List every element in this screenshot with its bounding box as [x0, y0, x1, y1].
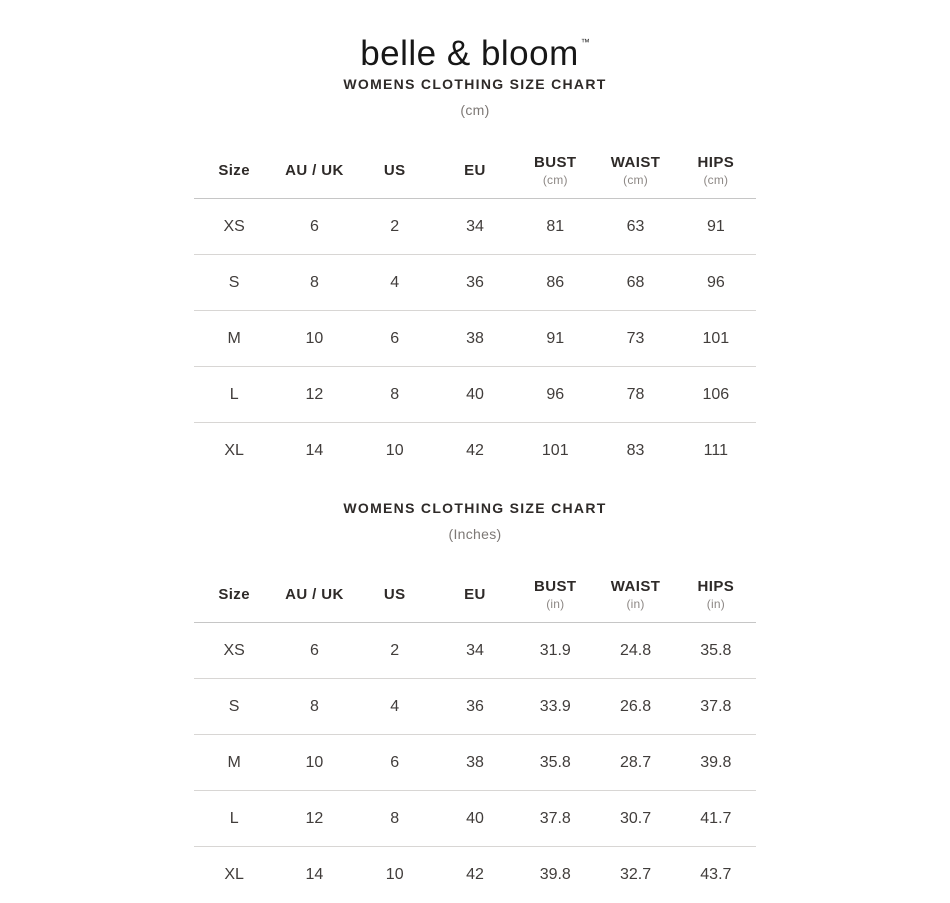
- value-cell: 42: [466, 865, 484, 883]
- size-cell: M: [194, 311, 274, 367]
- value-cell: 4: [355, 255, 435, 311]
- value-cell: 38: [435, 311, 515, 367]
- value-cell: 2: [355, 199, 435, 255]
- column-header-hips: [676, 566, 756, 623]
- table-row: [194, 847, 756, 903]
- value-cell: 96: [676, 255, 756, 311]
- size-cell: M: [194, 735, 274, 791]
- value-cell: 86: [515, 255, 595, 311]
- column-header-bust: [515, 142, 595, 199]
- column-header-label: AU / UK: [285, 585, 344, 603]
- value-cell: 10: [274, 311, 354, 367]
- value-cell: 101: [676, 311, 756, 367]
- value-cell: 35.8: [676, 623, 756, 679]
- value-cell: 12: [274, 367, 354, 423]
- table-row: [194, 623, 756, 679]
- value-cell: 8: [274, 255, 354, 311]
- value-cell: 38: [435, 735, 515, 791]
- value-cell: 35.8: [515, 735, 595, 791]
- size-table-cm: [194, 142, 756, 478]
- value-cell: 106: [676, 367, 756, 423]
- value-cell: 6: [274, 623, 354, 679]
- value-cell: 28.7: [595, 735, 675, 791]
- value-cell: 6: [355, 311, 435, 367]
- column-header-eu: [435, 566, 515, 623]
- column-header-us: [355, 142, 435, 199]
- value-cell: 24.8: [595, 623, 675, 679]
- value-cell: 36: [435, 679, 515, 735]
- column-header-label: AU / UK: [285, 161, 344, 179]
- brand-logo: [0, 24, 950, 72]
- value-cell: 40: [435, 791, 515, 847]
- header-row: [194, 566, 756, 623]
- column-header-au-uk: [274, 566, 354, 623]
- size-cell: XS: [194, 623, 274, 679]
- value-cell: 39.8: [539, 865, 571, 883]
- value-cell: 42: [466, 441, 484, 459]
- value-cell: 26.8: [595, 679, 675, 735]
- value-cell: 30.7: [595, 791, 675, 847]
- size-cell: L: [194, 367, 274, 423]
- value-cell: 6: [355, 735, 435, 791]
- table-row: [194, 199, 756, 255]
- column-header-unit: (in): [626, 596, 645, 611]
- table-header-inches: [194, 566, 756, 623]
- column-header-label: EU: [464, 161, 486, 179]
- value-cell: 34: [435, 199, 515, 255]
- size-cell: XL: [224, 865, 244, 883]
- value-cell: 68: [595, 255, 675, 311]
- value-cell: 81: [515, 199, 595, 255]
- value-cell: 2: [355, 623, 435, 679]
- column-header-label: BUST: [534, 577, 577, 595]
- value-cell: 39.8: [676, 735, 756, 791]
- column-header-unit: (cm): [623, 172, 648, 187]
- value-cell: 41.7: [676, 791, 756, 847]
- value-cell: 111: [703, 441, 728, 459]
- value-cell: 101: [541, 441, 569, 459]
- column-header-waist: [595, 566, 675, 623]
- column-header-eu: [435, 142, 515, 199]
- value-cell: 40: [435, 367, 515, 423]
- column-header-label: Size: [218, 161, 250, 179]
- column-header-label: US: [383, 585, 406, 603]
- table-row: [194, 735, 756, 791]
- value-cell: 10: [385, 865, 404, 883]
- column-header-au-uk: [274, 142, 354, 199]
- value-cell: 10: [385, 441, 404, 459]
- chart-unit-label-cm: (cm): [460, 102, 490, 118]
- column-header-label: WAIST: [610, 577, 661, 595]
- value-cell: 37.8: [676, 679, 756, 735]
- column-header-us: [355, 566, 435, 623]
- value-cell: 8: [274, 679, 354, 735]
- table-body-inches: [194, 623, 756, 903]
- value-cell: 96: [515, 367, 595, 423]
- value-cell: 32.7: [619, 865, 652, 883]
- size-cell: S: [194, 679, 274, 735]
- trademark-symbol: ™: [580, 37, 590, 47]
- column-header-label: BUST: [534, 153, 577, 171]
- value-cell: 43.7: [700, 865, 732, 883]
- value-cell: 10: [274, 735, 354, 791]
- size-chart-section-inches: [0, 500, 950, 902]
- column-header-unit: (in): [706, 596, 725, 611]
- value-cell: 14: [305, 865, 324, 883]
- column-header-label: Size: [218, 585, 250, 603]
- column-header-unit: (in): [546, 596, 565, 611]
- value-cell: 31.9: [515, 623, 595, 679]
- table-header-cm: [194, 142, 756, 199]
- value-cell: 33.9: [515, 679, 595, 735]
- value-cell: 91: [515, 311, 595, 367]
- size-cell: XS: [194, 199, 274, 255]
- value-cell: 12: [274, 791, 354, 847]
- column-header-label: HIPS: [697, 577, 735, 595]
- table-row: [194, 679, 756, 735]
- value-cell: 91: [676, 199, 756, 255]
- table-row: [194, 311, 756, 367]
- value-cell: 78: [595, 367, 675, 423]
- size-table-inches: [194, 566, 756, 902]
- column-header-size: [194, 142, 274, 199]
- value-cell: 6: [274, 199, 354, 255]
- column-header-bust: [515, 566, 595, 623]
- size-chart-section-cm: [0, 76, 950, 478]
- column-header-label: US: [383, 161, 406, 179]
- value-cell: 8: [355, 791, 435, 847]
- value-cell: 4: [355, 679, 435, 735]
- brand-logo-text: belle & bloom: [360, 34, 579, 73]
- column-header-waist: [595, 142, 675, 199]
- size-cell: XL: [224, 441, 244, 459]
- table-body-cm: [194, 199, 756, 479]
- header-row: [194, 142, 756, 199]
- table-row: [194, 367, 756, 423]
- chart-title-inches: WOMENS CLOTHING SIZE CHART: [343, 500, 607, 516]
- size-cell: S: [194, 255, 274, 311]
- table-row: [194, 255, 756, 311]
- value-cell: 73: [595, 311, 675, 367]
- value-cell: 37.8: [515, 791, 595, 847]
- table-row: [194, 423, 756, 479]
- column-header-unit: (cm): [703, 172, 729, 187]
- value-cell: 83: [626, 441, 645, 459]
- column-header-hips: [676, 142, 756, 199]
- value-cell: 34: [435, 623, 515, 679]
- value-cell: 14: [305, 441, 324, 459]
- value-cell: 36: [435, 255, 515, 311]
- column-header-label: WAIST: [610, 153, 661, 171]
- column-header-unit: (cm): [542, 172, 568, 187]
- size-cell: L: [194, 791, 274, 847]
- chart-title-cm: WOMENS CLOTHING SIZE CHART: [343, 76, 607, 92]
- column-header-label: HIPS: [697, 153, 735, 171]
- column-header-size: [194, 566, 274, 623]
- value-cell: 63: [595, 199, 675, 255]
- value-cell: 8: [355, 367, 435, 423]
- chart-unit-label-inches: (Inches): [448, 526, 502, 542]
- table-row: [194, 791, 756, 847]
- column-header-label: EU: [464, 585, 486, 603]
